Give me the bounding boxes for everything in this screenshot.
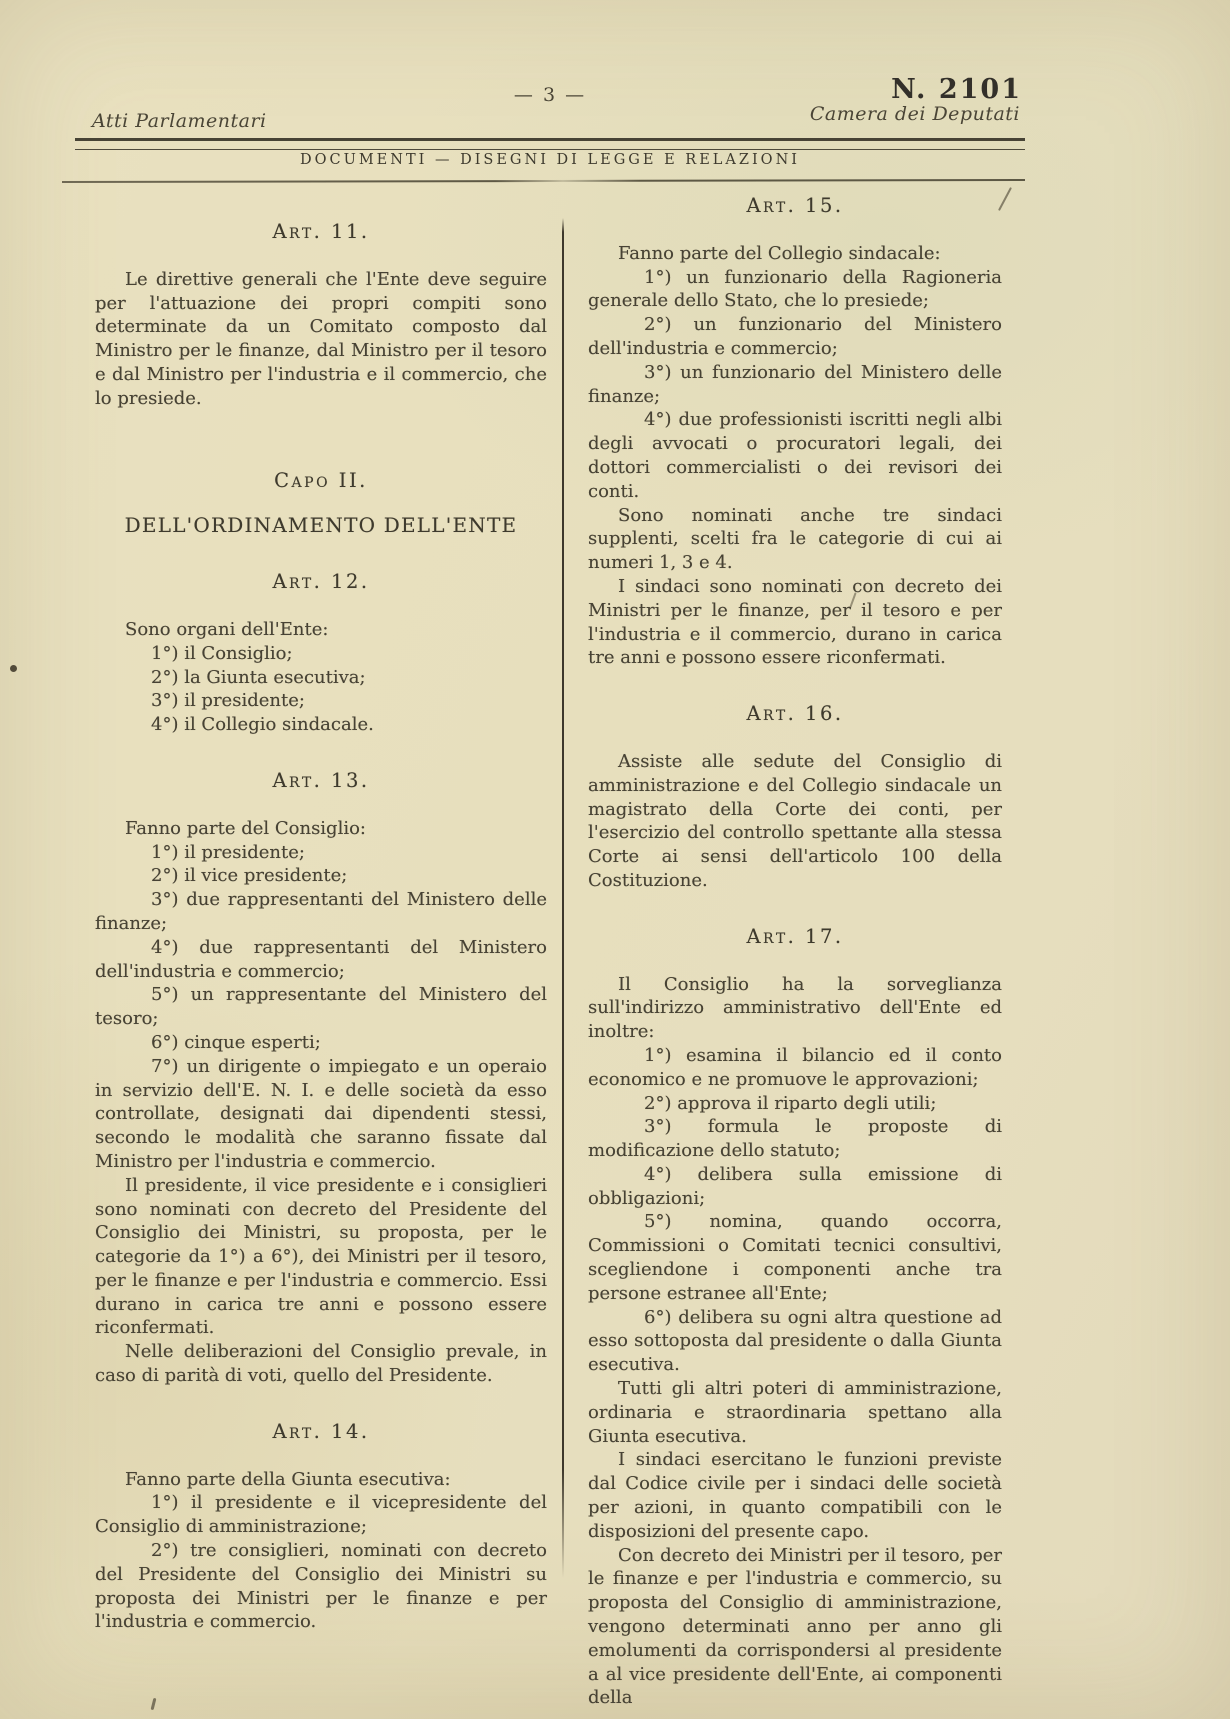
paragraph: Le direttive generali che l'Ente deve seguire per l'attuazione dei propri compiti sono determinate da un Comitato composto dal Ministro per le finanze, dal Ministro per il tesoro e dal Ministro per l'industria e il commercio, che lo presiede.: [95, 268, 547, 409]
document-number: N. 2101: [891, 74, 1022, 105]
article-heading: Art. 17.: [746, 924, 844, 948]
article-heading: Art. 11.: [272, 220, 370, 243]
list-item: 1°) il presidente;: [151, 841, 305, 863]
paragraph: Sono nominati anche tre sindaci supplenti, scelti fra le categorie di cui ai numeri 1, 3 e 4.: [588, 504, 1002, 574]
header-double-rule: [75, 138, 1025, 150]
right-column: [588, 176, 1002, 1709]
list-item: 4°) due professionisti iscritti negli albi degli avvocati o procuratori legali, dei dottori commercialisti o dei revisori dei conti.: [588, 409, 1002, 502]
article-heading: Art. 15.: [746, 194, 844, 217]
running-title-right: Camera dei Deputati: [809, 103, 1020, 125]
list-item: 4°) delibera sulla emissione di obbligazioni;: [588, 1163, 1002, 1209]
paragraph: I sindaci sono nominati con decreto dei Ministri per le finanze, per il tesoro e per l'industria e il commercio, durano in carica tre anni e possono essere riconfermati.: [588, 575, 1002, 669]
article-heading: Art. 14.: [272, 1419, 370, 1443]
article-heading: Art. 12.: [272, 570, 370, 594]
list-item: 2°) la Giunta esecutiva;: [151, 666, 366, 688]
chapter-heading: Capo II.: [274, 468, 368, 492]
left-column: [95, 200, 547, 1680]
paragraph: Fanno parte del Collegio sindacale:: [618, 242, 941, 264]
page-number: — 3 —: [513, 84, 587, 106]
list-item: 1°) esamina il bilancio ed il conto economico e ne promuove le approvazioni;: [588, 1044, 1002, 1090]
paragraph: I sindaci esercitano le funzioni previste dal Codice civile per i sindaci delle società per azioni, in quanto compatibili con le disposizioni del presente capo.: [588, 1449, 1002, 1542]
list-item: 2°) un funzionario del Ministero dell'industria e commercio;: [588, 314, 1002, 359]
paragraph: Nelle deliberazioni del Consiglio prevale, in caso di parità di voti, quello del Presidente.: [95, 1341, 547, 1387]
paragraph: Sono organi dell'Ente:: [125, 618, 329, 640]
list-item: 5°) nomina, quando occorra, Commissioni o Comitati tecnici consultivi, scegliendone i componenti anche tra persone estranee all'Ente;: [588, 1211, 1002, 1304]
ink-speck: [10, 665, 17, 672]
list-item: 7°) un dirigente o impiegato e un operaio in servizio dell'E. N. I. e delle società da esso controllate, designati dai dipendenti stessi, secondo le modalità che saranno fissate dal Ministro per l'industria e commercio.: [95, 1055, 547, 1172]
list-item: 1°) il presidente e il vicepresidente del Consiglio di amministrazione;: [95, 1492, 547, 1538]
list-item: 6°) cinque esperti;: [151, 1031, 321, 1053]
list-item: 5°) un rappresentante del Ministero del tesoro;: [95, 984, 547, 1030]
list-item: 2°) approva il riparto degli utili;: [644, 1092, 937, 1114]
column-divider: [562, 218, 564, 1578]
running-title-left: Atti Parlamentari: [92, 110, 267, 132]
list-item: 4°) il Collegio sindacale.: [151, 714, 374, 736]
list-item: 1°) un funzionario della Ragioneria generale dello Stato, che lo presiede;: [588, 266, 1002, 312]
list-item: 4°) due rappresentanti del Ministero dell'industria e commercio;: [95, 936, 547, 982]
paragraph: Fanno parte della Giunta esecutiva:: [125, 1468, 451, 1490]
list-item: 1°) il Consiglio;: [151, 642, 293, 664]
list-item: 3°) formula le proposte di modificazione dello statuto;: [588, 1116, 1002, 1162]
article-heading: Art. 13.: [272, 768, 370, 792]
chapter-title: DELL'ORDINAMENTO DELL'ENTE: [124, 513, 518, 538]
paragraph: Il presidente, il vice presidente e i consiglieri sono nominati con decreto del Presidente del Consiglio dei Ministri, su proposta, per le categorie da 1°) a 6°), dei Ministri per il tesoro, per le finanze e per l'industria e commercio. Essi durano in carica tre anni e possono essere riconfermati.: [95, 1174, 547, 1339]
ink-speck: [151, 1698, 157, 1710]
paragraph: Fanno parte del Consiglio:: [125, 817, 366, 839]
list-item: 2°) tre consiglieri, nominati con decreto del Presidente del Consiglio dei Ministri su proposta dei Ministri per le finanze e per l'industria e commercio.: [95, 1540, 547, 1633]
list-item: 3°) un funzionario del Ministero delle finanze;: [588, 361, 1002, 407]
paragraph: Il Consiglio ha la sorveglianza sull'indirizzo amministrativo dell'Ente ed inoltre:: [588, 973, 1002, 1043]
article-heading: Art. 16.: [746, 702, 844, 726]
paragraph: Assiste alle sedute del Consiglio di amministrazione e del Collegio sindacale un magistrato della Corte dei conti, per l'esercizio del controllo spettante alla stessa Corte ai sensi dell'articolo 100 della Costituzione.: [588, 750, 1002, 891]
paragraph: Con decreto dei Ministri per il tesoro, per le finanze e per l'industria e commercio, su proposta del Consiglio di amministrazione, vengono determinati anno per anno gli emolumenti da corrispondersi al presidente a al vice presidente dell'Ente, ai componenti della: [588, 1544, 1002, 1709]
paragraph: Tutti gli altri poteri di amministrazione, ordinaria e straordinaria spettano alla Giunta esecutiva.: [588, 1378, 1002, 1447]
series-caption: DOCUMENTI — DISEGNI DI LEGGE E RELAZIONI: [300, 152, 800, 168]
list-item: 3°) il presidente;: [151, 690, 305, 712]
list-item: 3°) due rappresentanti del Ministero delle finanze;: [95, 889, 547, 934]
list-item: 2°) il vice presidente;: [151, 865, 348, 887]
list-item: 6°) delibera su ogni altra questione ad esso sottoposta dal presidente o dalla Giunta esecutiva.: [588, 1306, 1002, 1376]
